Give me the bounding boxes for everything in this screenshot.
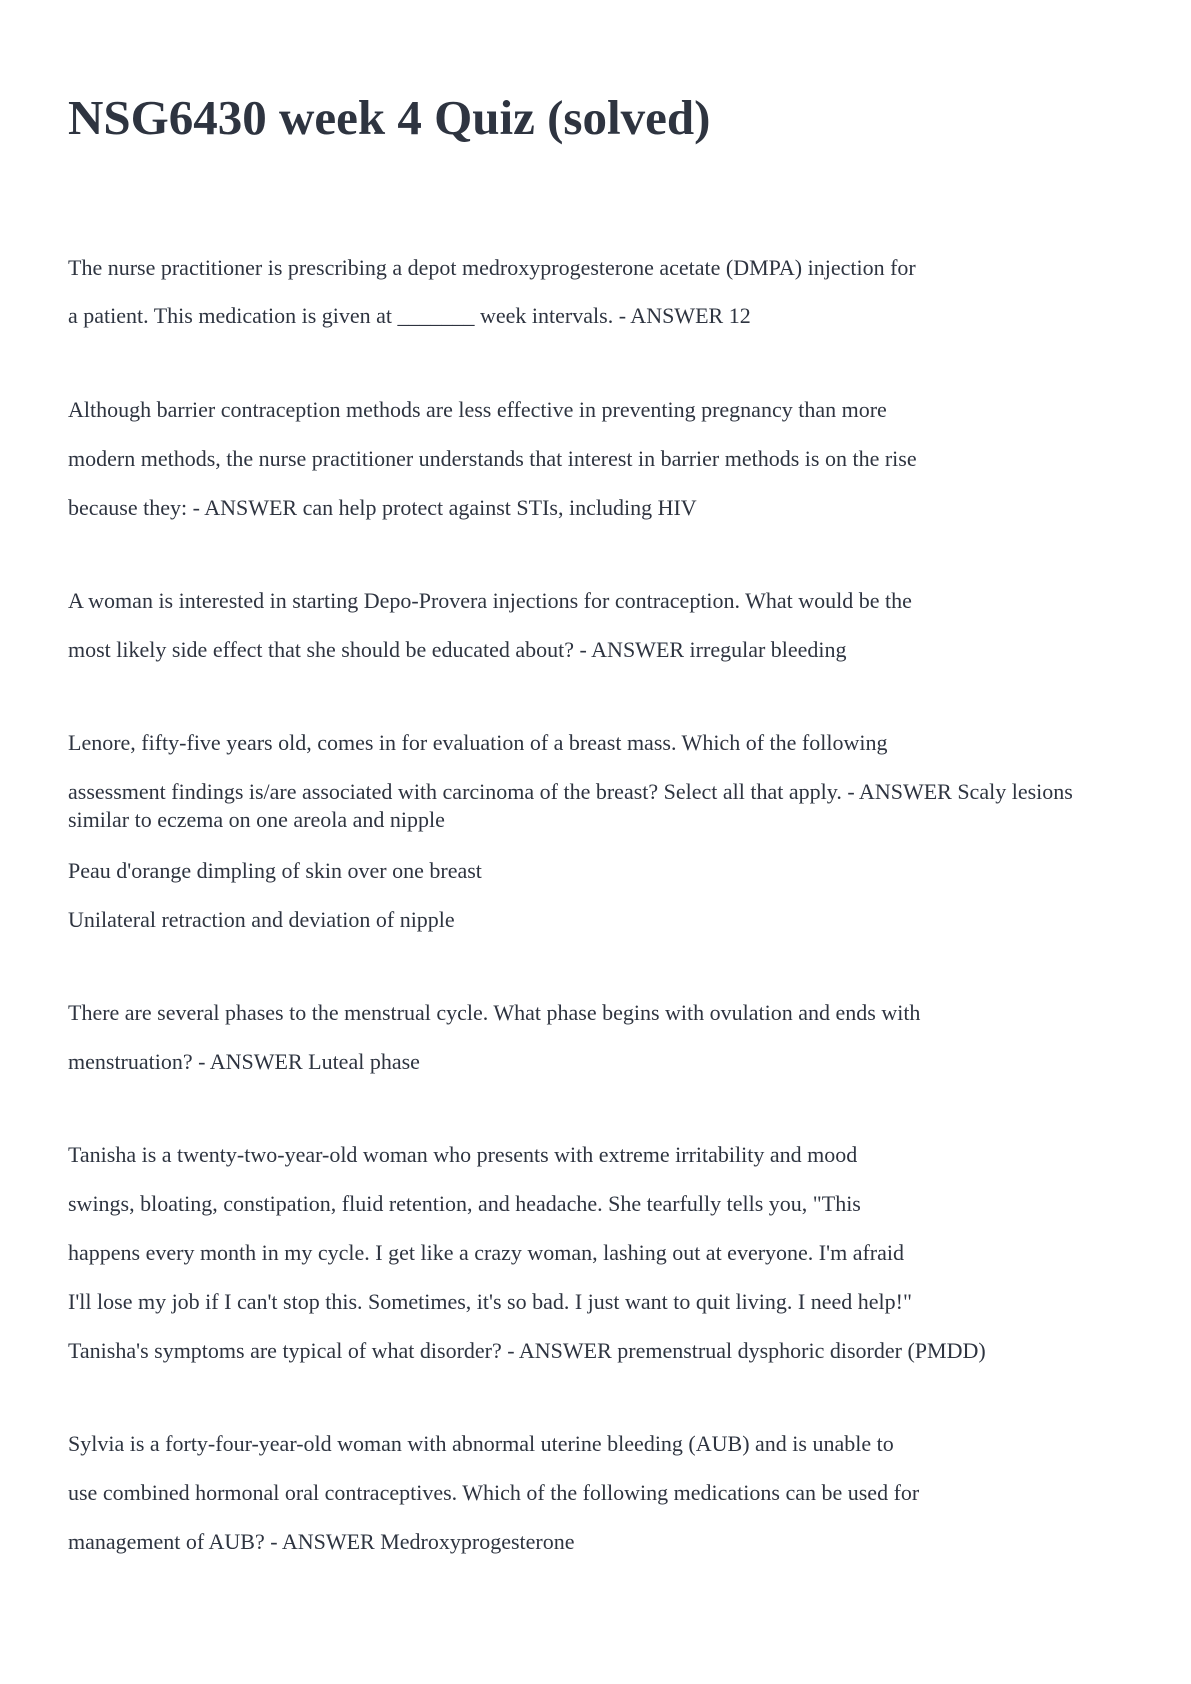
question-1-line-1: The nurse practitioner is prescribing a depot medroxyprogesterone acetate (DMPA) injection for — [68, 255, 916, 280]
question-6-line-2: swings, bloating, constipation, fluid retention, and headache. She tearfully tells you, "This — [68, 1191, 861, 1216]
question-4-line-4: Unilateral retraction and deviation of nipple — [68, 907, 455, 932]
question-3-line-1: A woman is interested in starting Depo-Provera injections for contraception. What would be the — [68, 588, 912, 613]
question-4-line-2: assessment findings is/are associated with carcinoma of the breast? Select all that apply. - ANSWER Scaly lesions similar to eczema on one areola and nipple — [68, 779, 1073, 832]
question-6-line-4: I'll lose my job if I can't stop this. Sometimes, it's so bad. I just want to quit living. I need help!" — [68, 1289, 912, 1314]
question-2-line-2: modern methods, the nurse practitioner understands that interest in barrier methods is on the rise — [68, 446, 917, 471]
question-3-line-2: most likely side effect that she should be educated about? - ANSWER irregular bleeding — [68, 637, 847, 662]
page-title: NSG6430 week 4 Quiz (solved) — [68, 90, 711, 145]
question-5-line-2: menstruation? - ANSWER Luteal phase — [68, 1049, 420, 1074]
question-4-line-1: Lenore, fifty-five years old, comes in for evaluation of a breast mass. Which of the following — [68, 730, 888, 755]
question-1-line-2: a patient. This medication is given at _______ week intervals. - ANSWER 12 — [68, 303, 751, 328]
question-6-line-1: Tanisha is a twenty-two-year-old woman who presents with extreme irritability and mood — [68, 1142, 858, 1167]
question-4-line-3: Peau d'orange dimpling of skin over one breast — [68, 858, 482, 883]
question-7-line-2: use combined hormonal oral contraceptives. Which of the following medications can be used for — [68, 1480, 920, 1505]
question-6-line-3: happens every month in my cycle. I get like a crazy woman, lashing out at everyone. I'm afraid — [68, 1240, 904, 1265]
question-6-line-5: Tanisha's symptoms are typical of what disorder? - ANSWER premenstrual dysphoric disorder (PMDD) — [68, 1338, 986, 1363]
question-2-line-1: Although barrier contraception methods are less effective in preventing pregnancy than more — [68, 397, 887, 422]
question-5-line-1: There are several phases to the menstrual cycle. What phase begins with ovulation and ends with — [68, 1000, 921, 1025]
question-2-line-3: because they: - ANSWER can help protect against STIs, including HIV — [68, 495, 697, 520]
question-7-line-1: Sylvia is a forty-four-year-old woman with abnormal uterine bleeding (AUB) and is unable to — [68, 1431, 894, 1456]
question-7-line-3: management of AUB? - ANSWER Medroxyprogesterone — [68, 1529, 575, 1554]
